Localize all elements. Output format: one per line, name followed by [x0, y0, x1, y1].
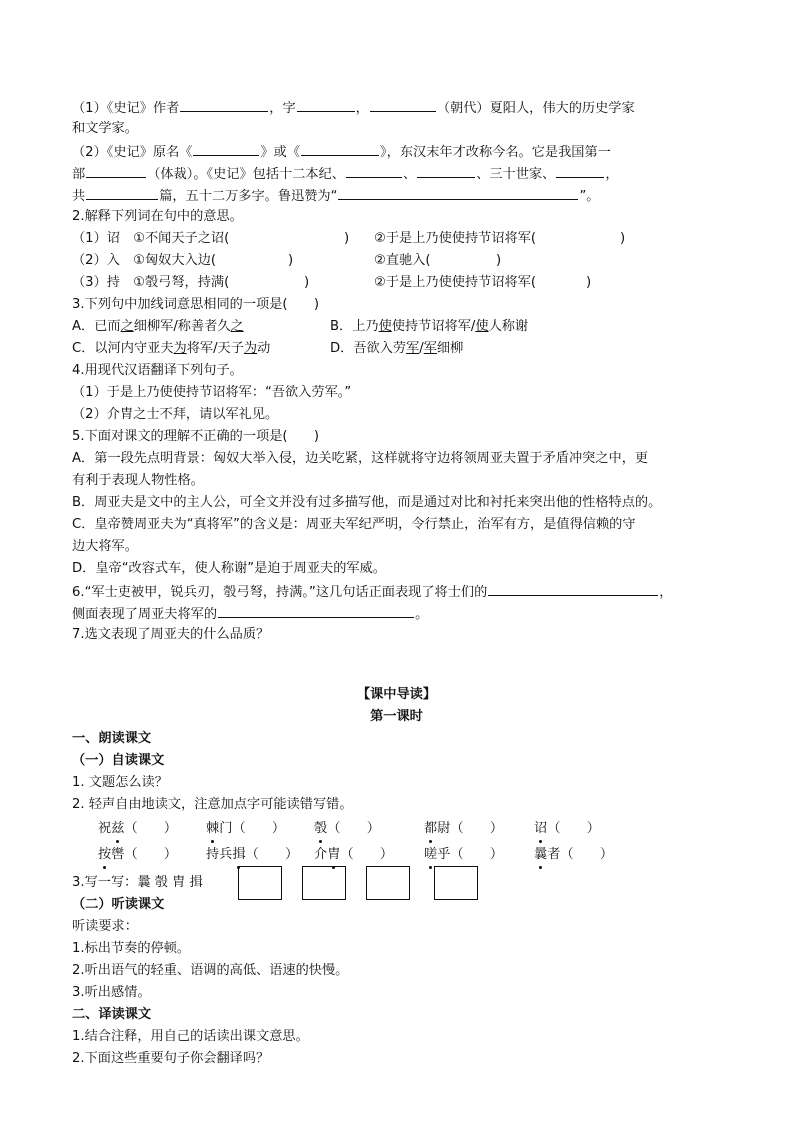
- pronunciation-blank[interactable]: 者（ ）: [547, 847, 614, 862]
- q1-text: ，: [605, 167, 619, 182]
- q3-underlined-word: 军: [406, 341, 420, 356]
- q3-text: 细柳: [436, 341, 464, 356]
- q3-text: /: [419, 341, 424, 356]
- q1-text: 、: [403, 167, 417, 182]
- q1-text: 》，东汉末年才改称今名。它是我国第一: [380, 145, 611, 160]
- pronunciation-text: 祝: [98, 821, 112, 836]
- section-heading: 【课中导读】: [356, 687, 437, 702]
- q1-line5: [72, 184, 724, 205]
- pronunciation-item: [98, 818, 177, 839]
- q3-text: 细柳军/称善者久: [133, 319, 231, 334]
- q2-row2: [72, 250, 724, 271]
- dotted-character: 兹: [111, 818, 124, 839]
- q3-option-d: [330, 338, 463, 359]
- q6-text: ，: [659, 585, 673, 600]
- q1-line4: [72, 162, 724, 183]
- part1-2-heading: （二）听读课文: [72, 897, 165, 912]
- answer-blank[interactable]: [346, 162, 402, 178]
- q2-text: ): [288, 253, 294, 268]
- q1-text: 、三十世家、: [476, 167, 556, 182]
- pronunciation-blank[interactable]: （ ）: [245, 847, 299, 862]
- write-item: 3.写一写：曩 彀 胄 揖: [72, 875, 203, 890]
- q3-title: 3.下列句中加线词意思相同的一项是( ): [72, 297, 320, 312]
- pronunciation-blank[interactable]: 尉（ ）: [437, 821, 504, 836]
- q2-text: （2）入 ①匈奴大入边(: [72, 253, 217, 268]
- answer-blank[interactable]: [301, 140, 379, 156]
- pronunciation-item: [206, 818, 285, 839]
- q3-text: 人称谢: [488, 319, 529, 334]
- q2-text: （1）诏 ①不闻天子之诏(: [72, 231, 230, 246]
- q2-text: ②于是上乃使使持节诏将军(: [374, 275, 537, 290]
- pronunciation-item: [534, 844, 613, 865]
- q2-text: ): [620, 231, 626, 246]
- pronunciation-blank[interactable]: 辔（ ）: [111, 847, 178, 862]
- q1-text: 篇，五十二万多字。鲁迅赞为“: [159, 189, 338, 204]
- q1-text: （2）《史记》原名《: [72, 145, 193, 160]
- q1-text: （朝代）夏阳人，伟大的历史学家: [436, 101, 635, 116]
- q3-text: 将军/天子: [186, 341, 244, 356]
- pronunciation-item: [424, 844, 503, 865]
- q5-option-c-cont: 边大将军。: [72, 539, 138, 554]
- answer-blank[interactable]: [370, 96, 436, 112]
- q3-row-ab: [72, 316, 724, 337]
- q3-option-c: [72, 338, 270, 359]
- q3-text: D．吾欲入劳: [330, 341, 407, 356]
- q5-option-c: C．皇帝赞周亚夫为“真将军”的含义是：周亚夫军纪严明，令行禁止，治军有方，是值得信赖的守: [72, 517, 636, 532]
- pronunciation-blank[interactable]: 门（ ）: [219, 821, 286, 836]
- q2-text: ②直驰入(: [374, 253, 431, 268]
- q2-title: 2.解释下列词在句中的意思。: [72, 209, 243, 224]
- pronunciation-item: [314, 818, 380, 839]
- pronunciation-item: [424, 818, 503, 839]
- pronunciation-blank[interactable]: 乎（ ）: [437, 847, 504, 862]
- q2-row1: [72, 228, 724, 249]
- pronunciation-text: 持兵: [206, 847, 233, 862]
- q3-option-b: [330, 316, 528, 337]
- q5-option-a-cont: 有利于表现人物性格。: [72, 473, 204, 488]
- read-item-1: 1. 文题怎么读？: [72, 775, 168, 790]
- q3-underlined-word: 为: [173, 341, 187, 356]
- answer-blank[interactable]: [86, 184, 158, 200]
- answer-blank[interactable]: [488, 580, 658, 596]
- q4-title: 4.用现代汉语翻译下列句子。: [72, 363, 243, 378]
- answer-blank[interactable]: [417, 162, 475, 178]
- dotted-character: 诏: [534, 818, 547, 839]
- section-subheading: 第一课时: [370, 709, 423, 724]
- dotted-character: 嗟: [424, 844, 437, 865]
- translate-item-2: 2.下面这些重要句子你会翻译吗？: [72, 1051, 270, 1066]
- q2-text: ): [586, 275, 592, 290]
- q1-line2: [72, 118, 724, 139]
- part2-heading: 二、译读课文: [72, 1007, 152, 1022]
- q3-text: 动: [257, 341, 271, 356]
- q1-text: ，: [355, 101, 369, 116]
- q6-text: 。: [415, 607, 429, 622]
- q5-option-d: D．皇帝“改容式车，使人称谢”是迫于周亚夫的军威。: [72, 561, 386, 576]
- pronunciation-item: [314, 844, 393, 865]
- dotted-character: 都: [424, 818, 437, 839]
- pronunciation-blank[interactable]: （ ）: [547, 821, 600, 836]
- q6-line2: [72, 602, 724, 623]
- q3-underlined-word: 之: [230, 319, 244, 334]
- pronunciation-blank[interactable]: （ ）: [340, 847, 394, 862]
- q2-text: ): [344, 231, 350, 246]
- q1-text: ，字: [269, 101, 296, 116]
- answer-blank[interactable]: [193, 140, 259, 156]
- dotted-character: 揖: [232, 844, 245, 865]
- answer-blank[interactable]: [297, 96, 355, 112]
- dotted-character: 按: [98, 844, 111, 865]
- q7-question: 7.选文表现了周亚夫的什么品质？: [72, 627, 270, 642]
- pronunciation-item: [534, 818, 600, 839]
- q1-text: （1）《史记》作者: [72, 101, 180, 116]
- part1-1-heading: （一）自读课文: [72, 753, 165, 768]
- q2-row3: [72, 272, 724, 293]
- dotted-character: 棘: [206, 818, 219, 839]
- q1-text: ”。: [579, 189, 600, 204]
- pronunciation-item: [98, 844, 177, 865]
- pronunciation-blank[interactable]: （ ）: [124, 821, 178, 836]
- q1-text: （体裁）。《史记》包括十二本纪、: [147, 167, 345, 182]
- q4-sentence-2: （2）介胄之士不拜，请以军礼见。: [72, 407, 279, 422]
- answer-blank[interactable]: [180, 96, 268, 112]
- dotted-character: 彀: [314, 818, 327, 839]
- q2-text: （3）持 ①彀弓弩，持满(: [72, 275, 230, 290]
- q3-option-a: [72, 316, 244, 337]
- q3-text: C．以河内守亚夫: [72, 341, 174, 356]
- read-item-2: 2. 轻声自由地读文，注意加点字可能读错写错。: [72, 797, 353, 812]
- pronunciation-text: 介: [314, 847, 328, 862]
- q3-text: 使持节诏将军/: [391, 319, 476, 334]
- q5-option-b: B．周亚夫是文中的主人公，可全文并没有过多描写他，而是通过对比和衬托来突出他的性格特点的。: [72, 495, 662, 510]
- listen-requirements: 听读要求：: [72, 919, 138, 934]
- q1-text: 》或《: [260, 145, 301, 160]
- q3-text: B．上乃: [330, 319, 379, 334]
- q1-text: 部: [72, 167, 86, 182]
- q1-text: 和文学家。: [72, 121, 138, 136]
- answer-blank[interactable]: [86, 162, 146, 178]
- listen-item-2: 2.听出语气的轻重、语调的高低、语速的快慢。: [72, 963, 349, 978]
- q2-text: ): [304, 275, 310, 290]
- pronunciation-item: [206, 844, 298, 865]
- q3-row-cd: [72, 338, 724, 359]
- q3-underlined-word: 之: [120, 319, 134, 334]
- q3-underlined-word: 为: [243, 341, 258, 356]
- q6-text: 侧面表现了周亚夫将军的: [72, 607, 218, 622]
- q3-text: A．已而: [72, 319, 121, 334]
- part1-heading: 一、朗读课文: [72, 731, 152, 746]
- pronunciation-blank[interactable]: （ ）: [327, 821, 380, 836]
- q2-text: ②于是上乃使使持节诏将军(: [374, 231, 537, 246]
- q5-title: 5.下面对课文的理解不正确的一项是( ): [72, 429, 320, 444]
- dotted-character: 胄: [327, 844, 340, 865]
- listen-item-3: 3.听出感情。: [72, 985, 151, 1000]
- q1-line3: [72, 140, 724, 161]
- translate-item-1: 1.结合注释，用自己的话读出课文意思。: [72, 1029, 309, 1044]
- q5-option-a: A．第一段先点明背景：匈奴大举入侵，边关吃紧，这样就将守边将领周亚夫置于矛盾冲突之中，更: [72, 451, 649, 466]
- q6-text: 6.“军士吏被甲，锐兵刃，彀弓弩，持满。”这几句话正面表现了将士们的: [72, 585, 488, 600]
- q1-line1: [72, 96, 724, 117]
- answer-blank[interactable]: [556, 162, 604, 178]
- dotted-character: 曩: [534, 844, 547, 865]
- q3-underlined-word: 使: [475, 319, 489, 334]
- answer-blank[interactable]: [338, 184, 578, 200]
- q1-text: 共: [72, 189, 86, 204]
- q3-underlined-word: 使: [378, 319, 392, 334]
- q6-line1: [72, 580, 724, 601]
- q4-sentence-1: （1）于是上乃使使持节诏将军：“吾欲入劳军。”: [72, 385, 352, 400]
- q3-underlined-word: 军: [423, 341, 437, 356]
- listen-item-1: 1.标出节奏的停顿。: [72, 941, 191, 956]
- answer-blank[interactable]: [218, 602, 414, 618]
- q2-text: ): [496, 253, 502, 268]
